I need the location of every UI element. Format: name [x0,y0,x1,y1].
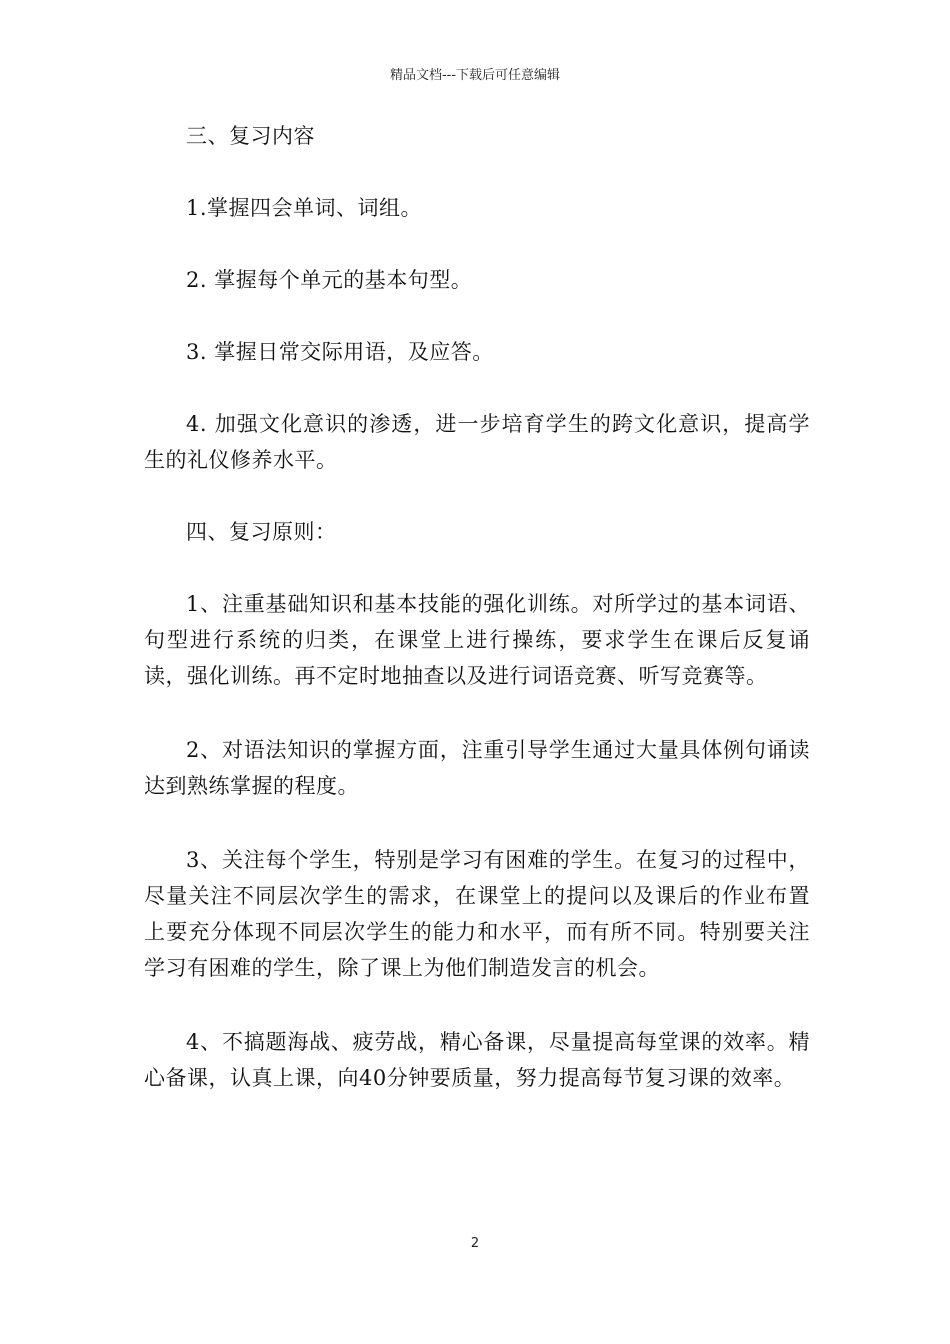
principle-2: 2、对语法知识的掌握方面，注重引导学生通过大量具体例句诵读达到熟练掌握的程度。 [144,738,810,798]
review-item-2: 2. 掌握每个单元的基本句型。 [186,268,473,292]
review-item-4: 4. 加强文化意识的渗透，进一步培育学生的跨文化意识，提高学生的礼仪修养水平。 [144,412,810,472]
review-item-1: 1.掌握四会单词、词组。 [186,196,423,220]
document-body [144,118,810,1096]
review-item-3: 3. 掌握日常交际用语，及应答。 [186,340,494,364]
section-heading-review-content: 三、复习内容 [186,124,315,148]
page-header: 精品文档---下载后可任意编辑 [389,68,561,83]
principle-4: 4、不搞题海战、疲劳战，精心备课，尽量提高每堂课的效率。精心备课，认真上课，向40分钟要质量，努力提高每节复习课的效率。 [144,1030,810,1090]
page-number: 2 [470,1236,480,1251]
section-heading-review-principles: 四、复习原则： [186,520,337,544]
principle-1: 1、注重基础知识和基本技能的强化训练。对所学过的基本词语、句型进行系统的归类，在课堂上进行操练，要求学生在课后反复诵读，强化训练。再不定时地抽查以及进行词语竞赛、听写竞赛等。 [144,592,810,688]
principle-3: 3、关注每个学生，特别是学习有困难的学生。在复习的过程中，尽量关注不同层次学生的需求，在课堂上的提问以及课后的作业布置上要充分体现不同层次学生的能力和水平，而有所不同。特别要关注学习有困难的学生，除了课上为他们制造发言的机会。 [144,848,810,980]
